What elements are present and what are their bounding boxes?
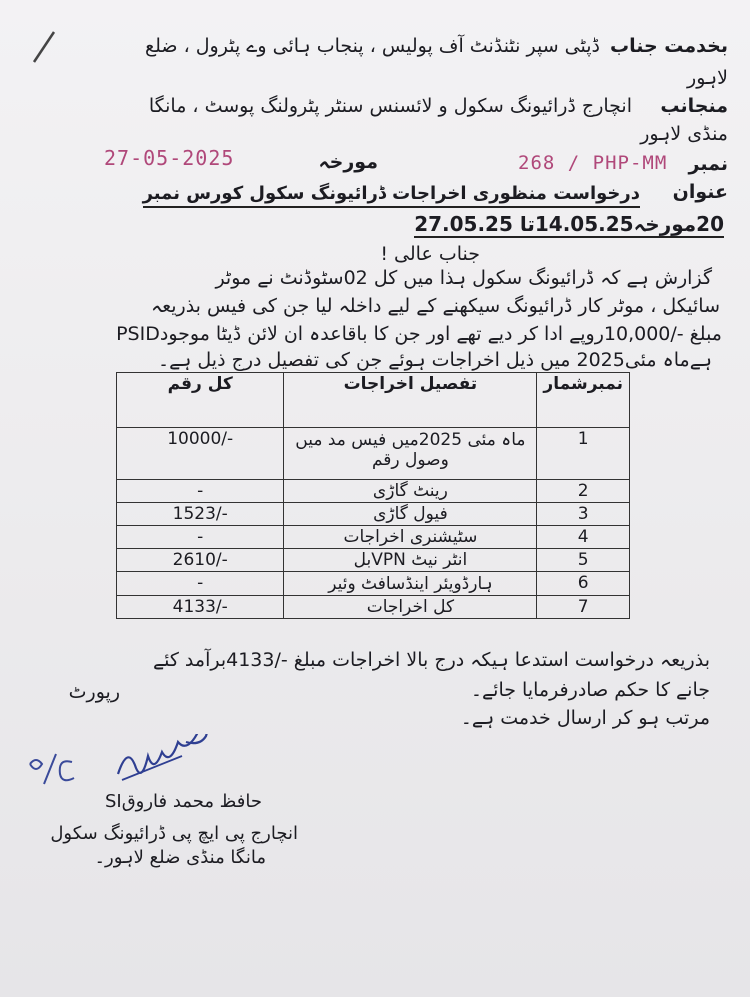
- subject-line-1: درخواست منظوری اخراجات ڈرائیونگ سکول کورس نمبر: [143, 182, 640, 208]
- row-detail: انٹر نیٹ VPNبل: [284, 549, 537, 572]
- row-amount: -: [117, 572, 284, 596]
- row-detail: سٹیشنری اخراجات: [284, 526, 537, 549]
- row-sn: 3: [537, 503, 630, 526]
- row-amount: 2610/-: [117, 549, 284, 572]
- header-detail: تفصیل اخراجات: [284, 373, 537, 428]
- signature-initials-icon: [22, 748, 82, 790]
- row-sn: 7: [537, 596, 630, 619]
- slash-mark-icon: [28, 28, 58, 68]
- table-header-row: [117, 373, 630, 428]
- closing-line-2: جانے کا حکم صادرفرمایا جائے۔: [470, 679, 710, 701]
- closing-report-word: رپورٹ: [68, 681, 120, 703]
- date-label: مورخہ: [318, 151, 378, 173]
- row-amount: -: [117, 480, 284, 503]
- number-label: نمبر: [688, 153, 728, 175]
- expense-table: [116, 372, 630, 619]
- date-value: 27-05-2025: [104, 146, 235, 170]
- row-detail: رینٹ گاڑی: [284, 480, 537, 503]
- table-row: [117, 549, 630, 572]
- table-row: [117, 503, 630, 526]
- body-line-4: ہےماہ مئی2025 میں ذیل اخراجات ہوئے جن کی تفصیل درج ذیل ہے۔: [157, 349, 712, 371]
- closing-line-3: مرتب ہو کر ارسال خدمت ہے۔: [460, 707, 710, 729]
- row-detail: کل اخراجات: [284, 596, 537, 619]
- row-amount: 1523/-: [117, 503, 284, 526]
- body-line-2: سائیکل ، موٹر کار ڈرائیونگ سیکھنے کے لیے داخلہ لیا جن کی فیس بذریعہ: [150, 295, 720, 317]
- table-row: [117, 596, 630, 619]
- row-amount: 10000/-: [117, 428, 284, 480]
- table-row: [117, 428, 630, 480]
- to-text-2: لاہور: [687, 67, 728, 89]
- subject-label: عنوان: [672, 181, 728, 203]
- row-detail: فیول گاڑی: [284, 503, 537, 526]
- to-text: ڈپٹی سپر نٹنڈنٹ آف پولیس ، پنجاب ہائی وے پٹرول ، ضلع: [145, 35, 600, 57]
- table-row: [117, 572, 630, 596]
- from-text-2: منڈی لاہور: [640, 123, 728, 145]
- signer-title-2: مانگا منڈی ضلع لاہور۔: [94, 847, 266, 868]
- row-sn: 2: [537, 480, 630, 503]
- header-sn: نمبرشمار: [537, 373, 630, 428]
- from-text: انچارج ڈرائیونگ سکول و لائسنس سنٹر پٹرولنگ پوسٹ ، مانگا: [148, 95, 632, 117]
- row-sn: 4: [537, 526, 630, 549]
- signer-title-1: انچارج پی ایچ پی ڈرائیونگ سکول: [50, 823, 298, 844]
- body-line-3: PSIDمبلغ -/10,000روپے ادا کر دیے تھے اور جن کا باقاعدہ ان لائن ڈیٹا موجود: [116, 323, 722, 345]
- table-row: [117, 526, 630, 549]
- signer-name: SIحافظ محمد فاروق: [104, 791, 262, 812]
- row-sn: 5: [537, 549, 630, 572]
- body-line-1: گزارش ہے کہ ڈرائیونگ سکول ہذا میں کل 02سٹوڈنٹ نے موٹر: [215, 267, 712, 289]
- row-sn: 6: [537, 572, 630, 596]
- row-detail: ماہ مئی 2025میں فیس مد میں وصول رقم: [284, 428, 537, 480]
- row-sn: 1: [537, 428, 630, 480]
- row-amount: -: [117, 526, 284, 549]
- closing-line-1: بذریعہ درخواست استدعا ہیکہ درج بالا اخراجات مبلغ -/4133برآمد کئے: [152, 649, 710, 671]
- number-value: 268 / PHP-MM: [518, 152, 668, 174]
- subject-line-2: 20مورخہ14.05.25تا 27.05.25: [414, 212, 724, 236]
- header-amount: کل رقم: [117, 373, 284, 428]
- from-label: منجانب: [660, 95, 728, 117]
- row-amount: 4133/-: [117, 596, 284, 619]
- signature-scribble-icon: [112, 734, 232, 790]
- to-label: بخدمت جناب: [610, 35, 728, 57]
- salutation: جناب عالی !: [380, 243, 480, 265]
- row-detail: ہارڈویئر اینڈسافٹ وئیر: [284, 572, 537, 596]
- table-row: [117, 480, 630, 503]
